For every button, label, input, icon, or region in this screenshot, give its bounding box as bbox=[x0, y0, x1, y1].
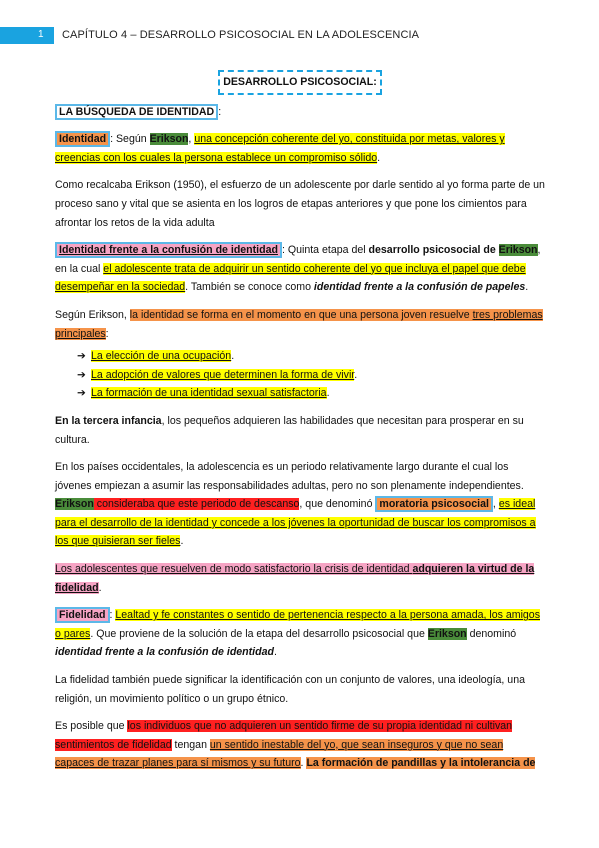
problems-list bbox=[55, 347, 545, 403]
page-title: DESARROLLO PSICOSOCIAL: bbox=[218, 70, 382, 95]
term-identidad: Identidad bbox=[55, 131, 110, 147]
paragraph-tres-problemas: Según Erikson, la identidad se forma en el momento en que una persona joven resuelve tres problemas principales: bbox=[55, 308, 543, 340]
list-item: ➔ La adopción de valores que determinen la forma de vivir. bbox=[77, 366, 545, 385]
section-heading: LA BÚSQUEDA DE IDENTIDAD : bbox=[55, 103, 545, 122]
arrow-icon: ➔ bbox=[77, 387, 86, 400]
paragraph-pandillas: Es posible que los individuos que no adquieren un sentido firme de su propia identidad ni cultivan sentimientos de fidelidad tengan un sentido inestable del yo, que sean inseguros y que no sean capaces de trazar planes para sí mismos y su futuro. La formación de pandillas y la intolerancia de bbox=[55, 720, 536, 770]
paragraph-identidad: Identidad : Según Erikson, una concepción coherente del yo, constituida por metas, valores y creencias con los cuales la persona establece un compromiso sólido. bbox=[55, 133, 505, 164]
paragraph-tercera-infancia: En la tercera infancia, los pequeños adquieren las habilidades que necesitan para prosperar en su cultura. bbox=[55, 414, 524, 446]
paragraph-fidelidad-identificacion: La fidelidad también puede significar la identificación con un conjunto de valores, una ideología, una religión, un movimiento político o un grupo étnico. bbox=[55, 674, 525, 705]
page-header bbox=[0, 27, 599, 44]
page-number: 1 bbox=[38, 29, 44, 40]
header-accent-bar bbox=[0, 27, 54, 44]
arrow-icon: ➔ bbox=[77, 368, 86, 381]
paragraph-identidad-frente: Identidad frente a la confusión de identidad : Quinta etapa del desarrollo psicosocial de Erikson, en la cual el adolescente trata de adquirir un sentido coherente del yo que incluya el papel que debe desempeñar en la sociedad. También se conoce como identidad frente a la confusión de papeles. bbox=[55, 244, 541, 294]
paragraph-fidelidad-definicion: Fidelidad : Lealtad y fe constantes o sentido de pertenencia respecto a la persona amada, los amigos o pares. Que proviene de la solución de la etapa del desarrollo psicosocial que Erikson denominó identidad frente a la confusión de identidad. bbox=[55, 609, 540, 659]
paragraph-moratoria: En los países occidentales, la adolescencia es un periodo relativamente largo durante el cual los jóvenes empiezan a asumir las responsabilidades adultas, pero no son plenamente independientes. Erikson consideraba que este periodo de descanso, que denominó moratoria psicosocial , es ideal para el desarrollo de la identidad y concede a los jóvenes la oportunidad de buscar los compromisos a los que quisieran ser fieles. bbox=[55, 461, 536, 548]
document-body bbox=[55, 70, 545, 782]
paragraph-fidelidad-virtud: Los adolescentes que resuelven de modo satisfactorio la crisis de identidad adquieren la virtud de la fidelidad. bbox=[55, 563, 535, 594]
paragraph-erikson-1950: Como recalcaba Erikson (1950), el esfuerzo de un adolescente por darle sentido al yo forma parte de un proceso sano y vital que se asienta en los logros de etapas anteriores y que pone los cimientos para afrontar los retos de la vida adulta bbox=[55, 179, 545, 229]
chapter-title: CAPÍTULO 4 – DESARROLLO PSICOSOCIAL EN LA ADOLESCENCIA bbox=[62, 29, 420, 41]
list-item: ➔ La elección de una ocupación. bbox=[77, 347, 545, 366]
arrow-icon: ➔ bbox=[77, 350, 86, 363]
list-item: ➔ La formación de una identidad sexual satisfactoria. bbox=[77, 384, 545, 403]
